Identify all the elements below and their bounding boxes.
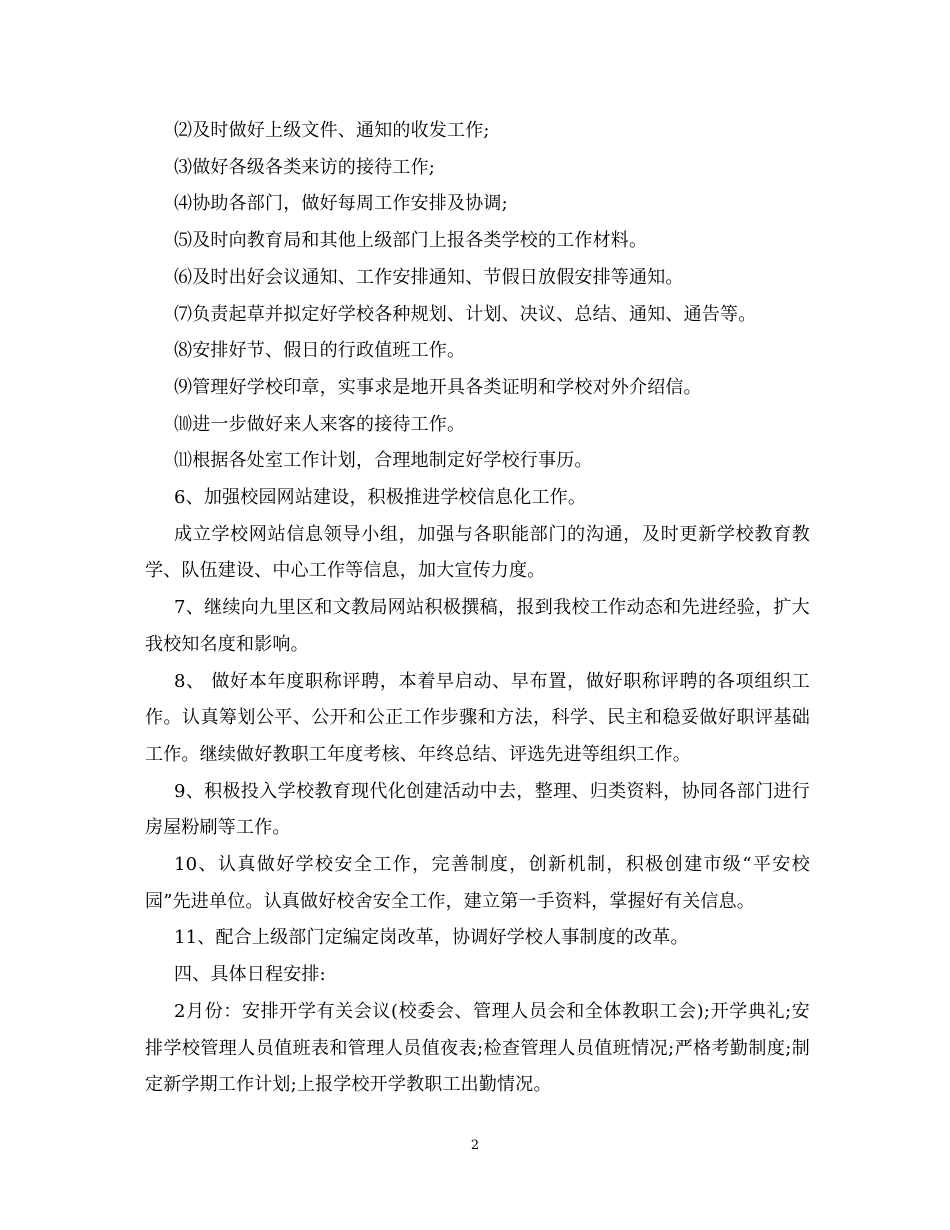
document-body (145, 113, 810, 1104)
paragraph-item-7: ⑺负责起草并拟定好学校各种规划、计划、决议、总结、通知、通告等。 (174, 303, 757, 325)
section-heading-8: 8、 做好本年度职称评聘，本着早启动、早布置，做好职称评聘的各项组织工作。认真筹划公平、公开和公正工作步骤和方法，科学、民主和稳妥做好职评基础工作。继续做好教职工年度考核、年终总结、评选先进等组织工作。 (145, 670, 810, 765)
schedule-heading: 四、具体日程安排: (174, 964, 326, 986)
section-heading-9: 9、积极投入学校教育现代化创建活动中去，整理、归类资料，协同各部门进行房屋粉刷等工作。 (145, 780, 810, 839)
section-heading-11: 11、配合上级部门定编定岗改革，协调好学校人事制度的改革。 (174, 927, 689, 949)
schedule-february: 2月份：安排开学有关会议(校委会、管理人员会和全体教职工会);开学典礼;安排学校管理人员值班表和管理人员值夜表;检查管理人员值班情况;严格考勤制度;制定新学期工作计划;上报学校开学教职工出勤情况。 (145, 1000, 810, 1096)
paragraph-item-2: ⑵及时做好上级文件、通知的收发工作; (174, 120, 490, 141)
paragraph-item-9: ⑼管理好学校印章，实事求是地开具各类证明和学校对外介绍信。 (174, 376, 702, 398)
paragraph-item-6: ⑹及时出好会议通知、工作安排通知、节假日放假安排等通知。 (174, 266, 684, 288)
paragraph-item-4: ⑷协助各部门，做好每周工作安排及协调; (174, 193, 508, 215)
page-number: 2 (470, 1138, 480, 1153)
section-heading-7: 7、继续向九里区和文教局网站积极撰稿，报到我校工作动态和先进经验，扩大我校知名度和影响。 (145, 597, 810, 655)
section-heading-10: 10、认真做好学校安全工作，完善制度，创新机制，积极创建市级“平安校园”先进单位。认真做好校舍安全工作，建立第一手资料，掌握好有关信息。 (145, 854, 810, 912)
paragraph-item-11: ⑾根据各处室工作计划，合理地制定好学校行事历。 (174, 450, 593, 472)
section-heading-6: 6、加强校园网站建设，积极推进学校信息化工作。 (174, 487, 587, 509)
paragraph-item-5: ⑸及时向教育局和其他上级部门上报各类学校的工作材料。 (174, 230, 648, 252)
paragraph-item-3: ⑶做好各级各类来访的接待工作; (174, 156, 436, 178)
paragraph-website-group: 成立学校网站信息领导小组，加强与各职能部门的沟通，及时更新学校教育教学、队伍建设、中心工作等信息，加大宣传力度。 (145, 523, 810, 582)
paragraph-item-10: ⑽进一步做好来人来客的接待工作。 (174, 413, 466, 435)
paragraph-item-8: ⑻安排好节、假日的行政值班工作。 (174, 340, 466, 362)
